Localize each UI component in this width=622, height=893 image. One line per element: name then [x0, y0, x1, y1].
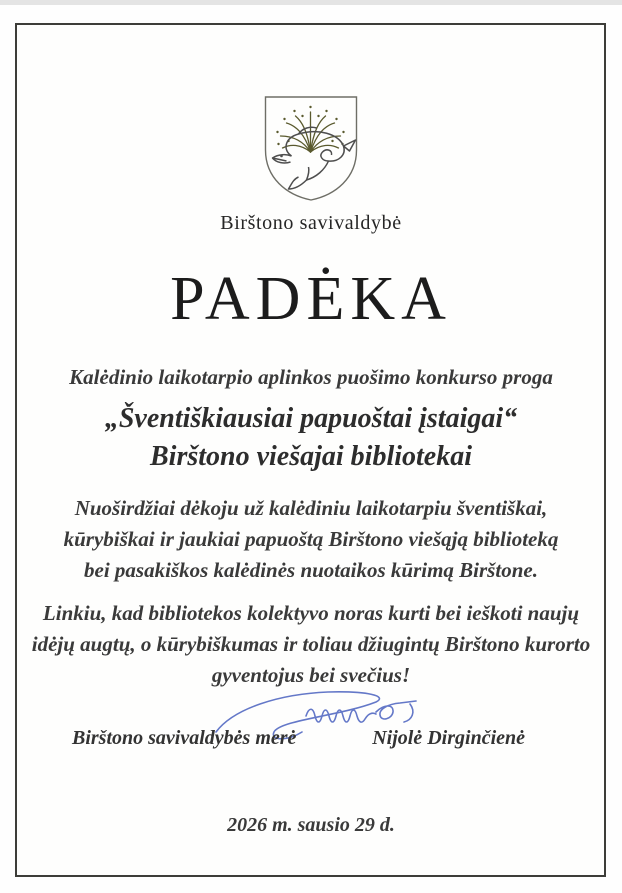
coat-of-arms [0, 92, 622, 209]
certificate-date: 2026 m. sausio 29 d. [227, 814, 395, 836]
certificate-title: PADĖKA [170, 265, 452, 333]
body-paragraph-1 [0, 493, 622, 586]
occasion-line: Kalėdinio laikotarpio aplinkos puošimo konkurso proga [69, 365, 553, 389]
municipality-name: Birštono savivaldybė [220, 212, 402, 234]
birstonas-coat-of-arms-icon [258, 191, 364, 208]
scan-edge-strip [0, 0, 622, 5]
body2-line-2: idėjų augtų, o kūrybiškumas ir toliau džiugintų Birštono kurorto [31, 632, 591, 656]
body1-line-1: Nuoširdžiai dėkoju už kalėdiniu laikotarpiu šventiškai, [74, 496, 548, 520]
body-paragraph-2 [0, 598, 622, 691]
signer-name: Nijolė Dirginčienė [372, 727, 525, 749]
body1-line-2: kūrybiškai ir jaukiai papuoštą Birštono viešąją biblioteką [63, 527, 559, 551]
body1-line-3: bei pasakiškos kalėdinės nuotaikos kūrimą Birštone. [84, 558, 538, 582]
award-title-line: „Šventiškiausiai papuoštai įstaigai“ [104, 403, 518, 434]
body2-line-3: gyventojus bei svečius! [211, 663, 411, 687]
recipient-name-line: Birštono viešajai bibliotekai [149, 441, 472, 472]
signer-title: Birštono savivaldybės merė [72, 727, 297, 749]
body2-line-1: Linkiu, kad bibliotekos kolektyvo noras kurti bei ieškoti naujų [42, 601, 580, 625]
